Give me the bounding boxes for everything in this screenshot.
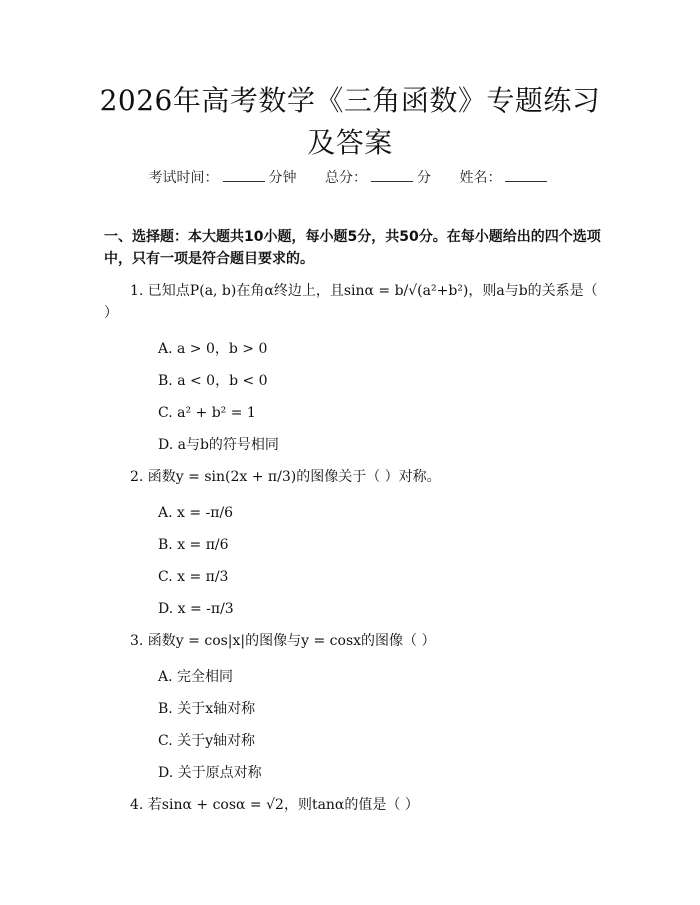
option-list [104,666,604,784]
option-a: A. x = -π/6 [158,505,234,521]
question-stem: 1. 已知点P(a, b)在角α终边上，且sinα = b/√(a²+b²)，则a与b的关系是（ ） [104,283,598,321]
question-3 [104,630,604,784]
option-d: D. x = -π/3 [158,601,234,617]
option-d: D. 关于原点对称 [158,765,262,781]
section-heading: 一、选择题：本大题共10小题，每小题5分，共50分。在每小题给出的四个选项中，只有一项是符合题目要求的。 [104,229,601,267]
option-b: B. 关于x轴对称 [158,701,256,717]
exam-time-unit: 分钟 [268,170,297,186]
question-stem: 4. 若sinα + cosα = √2，则tanα的值是（ ） [130,797,419,813]
option-a: A. a > 0，b > 0 [158,341,268,357]
exam-info-line [0,168,700,188]
total-score-unit: 分 [417,170,431,186]
page-title: 2026年高考数学《三角函数》专题练习及答案 [99,84,601,159]
option-c: C. a² + b² = 1 [158,405,256,421]
question-list [104,280,604,822]
total-score-field [325,168,431,188]
option-c: C. 关于y轴对称 [158,733,256,749]
option-list [104,502,604,620]
option-c: C. x = π/3 [158,569,229,585]
total-score-label: 总分： [325,170,367,186]
exam-time-label: 考试时间： [148,170,219,186]
question-4 [104,794,604,816]
question-2 [104,466,604,620]
question-stem: 3. 函数y = cos|x|的图像与y = cosx的图像（ ） [130,633,436,649]
option-b: B. x = π/6 [158,537,229,553]
question-1 [104,280,604,456]
student-name-label: 姓名： [459,170,502,186]
question-stem: 2. 函数y = sin(2x + π/3)的图像关于（ ）对称。 [130,469,441,485]
exam-time-blank[interactable] [223,168,265,182]
option-b: B. a < 0，b < 0 [158,373,268,389]
option-list [104,338,604,456]
option-a: A. 完全相同 [158,669,234,685]
total-score-blank[interactable] [371,168,413,182]
exam-time-field [149,168,297,188]
student-name-blank[interactable] [505,168,547,182]
option-d: D. a与b的符号相同 [158,437,279,453]
student-name-field [459,168,551,188]
